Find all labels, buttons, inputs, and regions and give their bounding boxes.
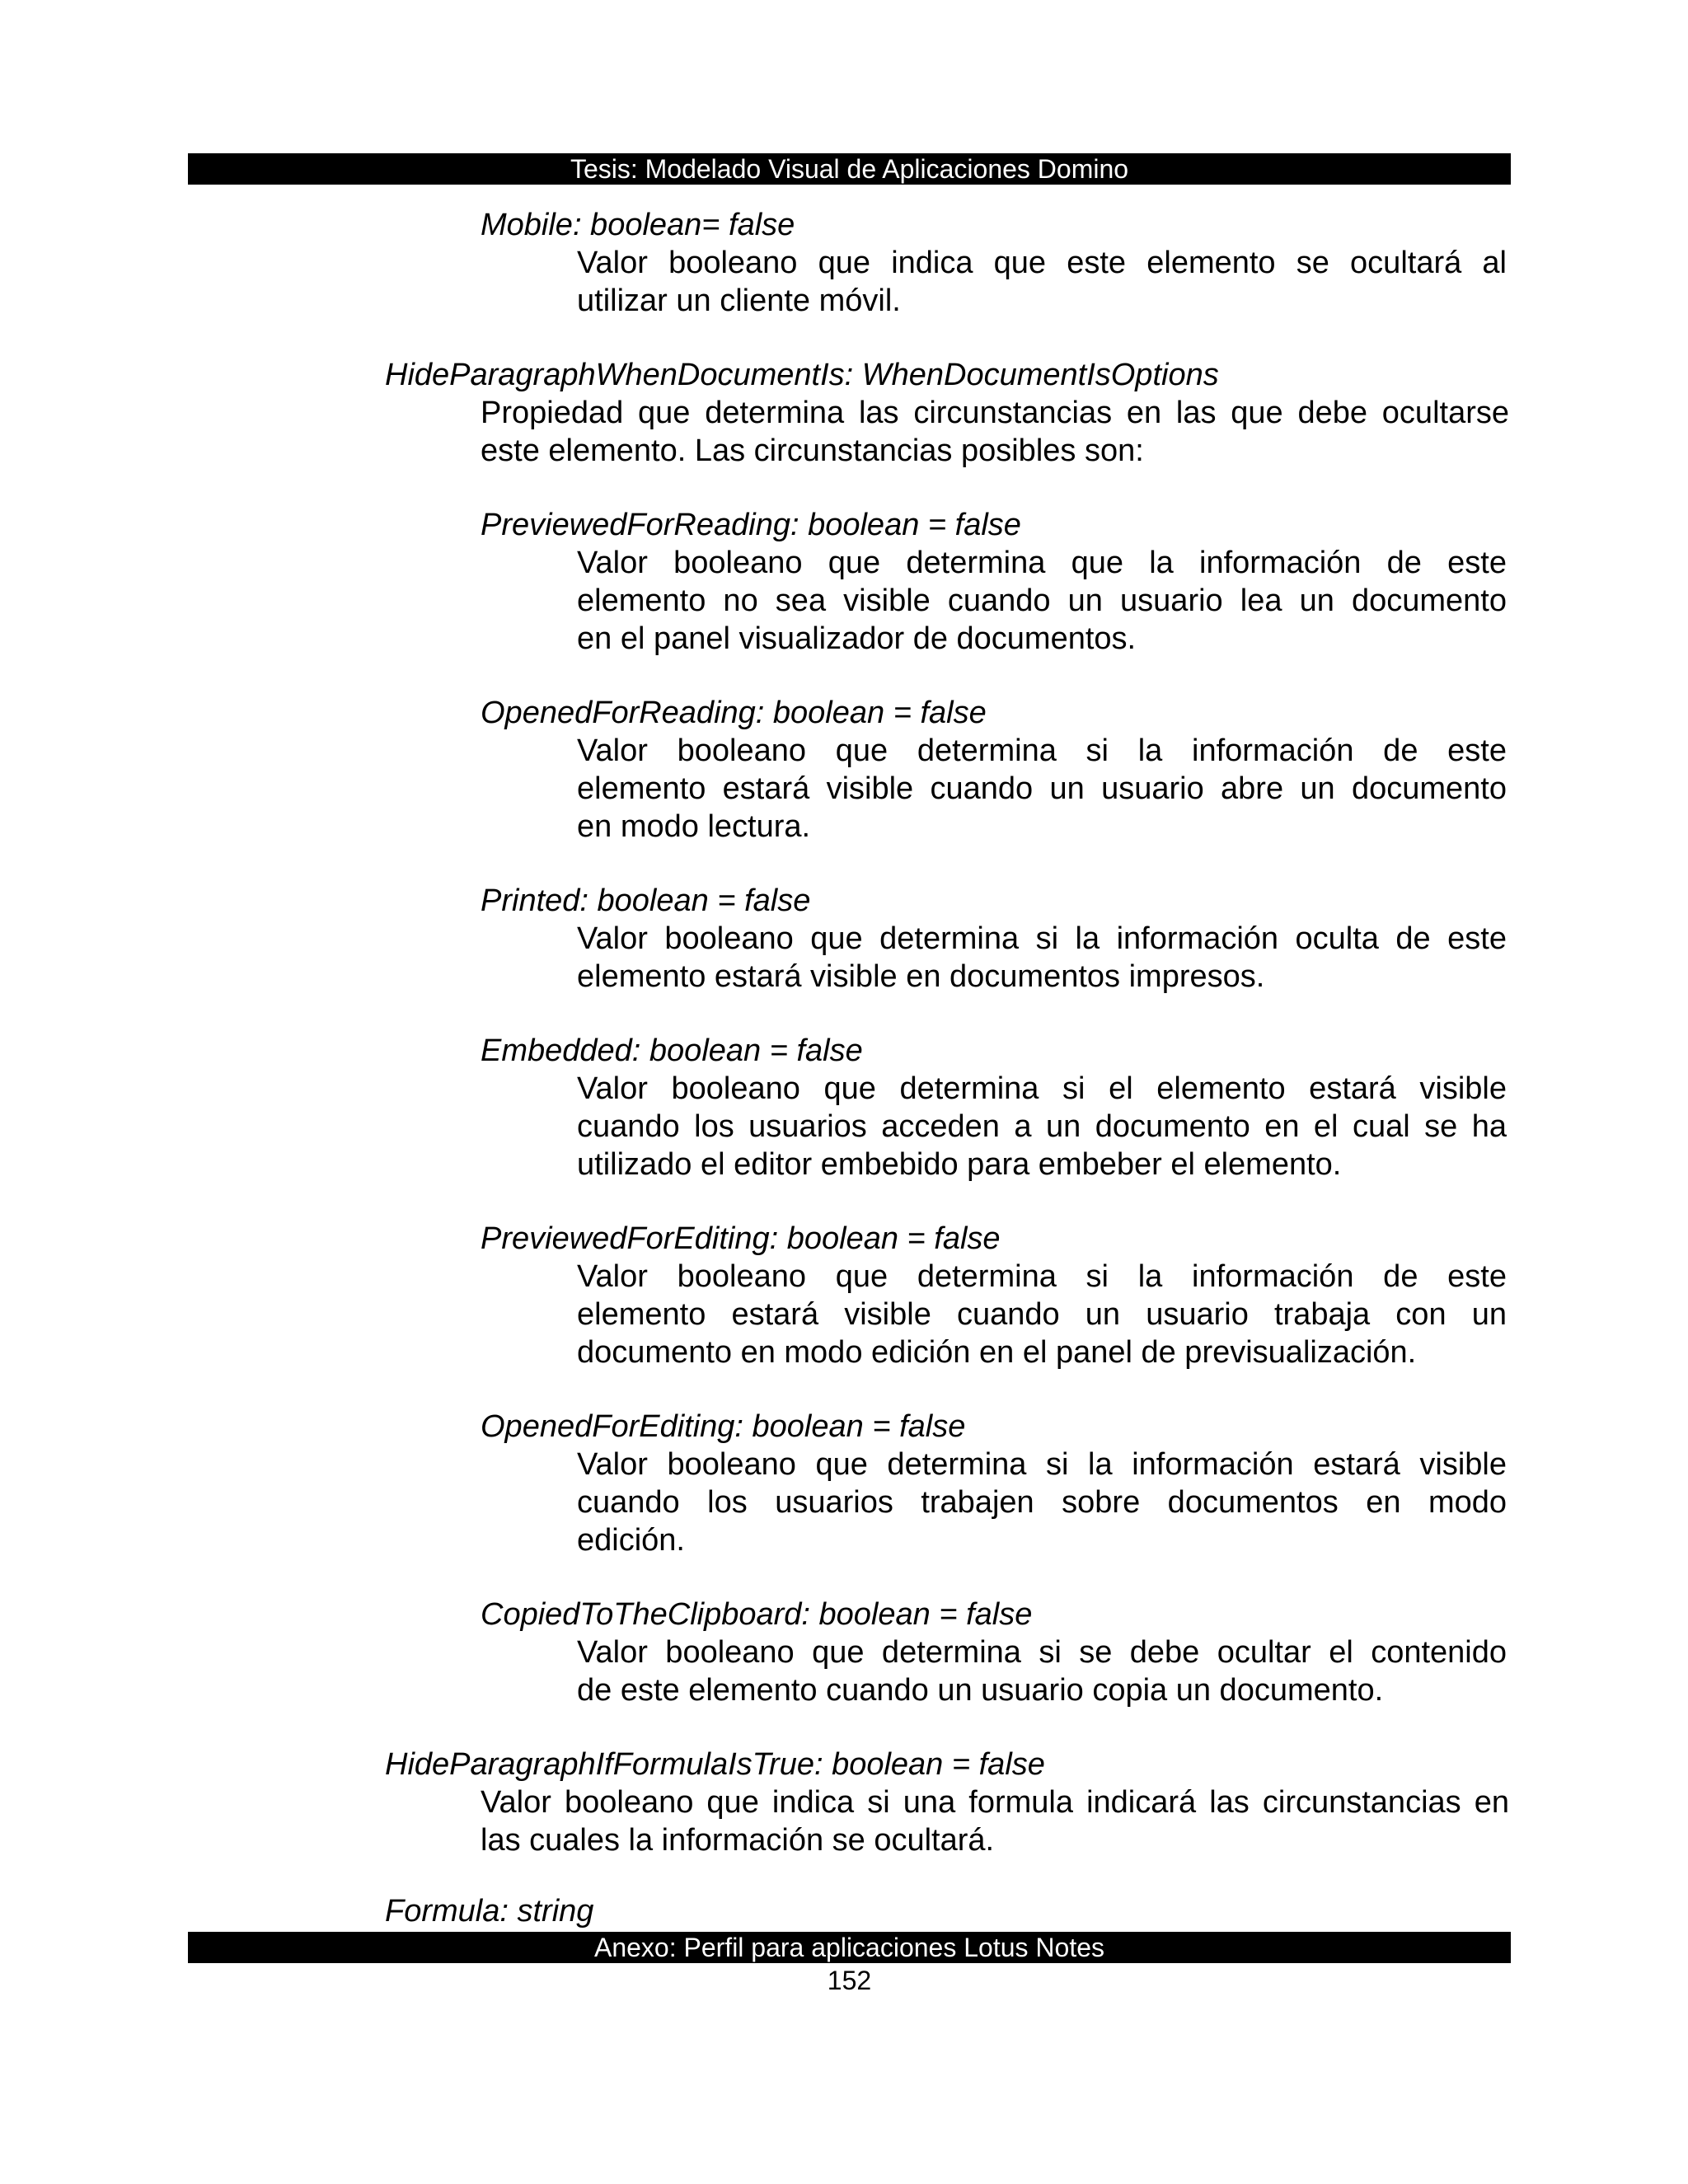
property-description-line: Valor booleano que determina si la información de este — [577, 1259, 1507, 1294]
property-signature-previewed-editing: PreviewedForEditing: boolean = false — [481, 1221, 1001, 1256]
property-description-line: Valor booleano que determina si se debe ocultar el contenido — [577, 1635, 1507, 1670]
property-description-line: Valor booleano que determina si la información estará visible — [577, 1447, 1507, 1482]
property-description-line: elemento no sea visible cuando un usuario lea un documento — [577, 583, 1507, 618]
property-description-line: Valor booleano que determina si el elemento estará visible — [577, 1071, 1507, 1106]
property-description-line: documento en modo edición en el panel de previsualización. — [577, 1335, 1417, 1370]
property-description-line: Valor booleano que determina si la información oculta de este — [577, 921, 1507, 956]
running-footer: Anexo: Perfil para aplicaciones Lotus Notes — [188, 1932, 1511, 1963]
running-header: Tesis: Modelado Visual de Aplicaciones Domino — [188, 153, 1511, 185]
property-description-line: elemento estará visible cuando un usuario trabaja con un — [577, 1297, 1507, 1332]
property-description-line: Valor booleano que indica que este elemento se ocultará al — [577, 246, 1507, 280]
property-description-line: Valor booleano que indica si una formula indicará las circunstancias en — [481, 1785, 1509, 1820]
property-description-line: en modo lectura. — [577, 809, 811, 844]
property-signature-hide-when: HideParagraphWhenDocumentIs: WhenDocumentIsOptions — [385, 358, 1219, 392]
property-description-line: cuando los usuarios acceden a un documento en el cual se ha — [577, 1109, 1507, 1144]
property-description-line: cuando los usuarios trabajen sobre documentos en modo — [577, 1485, 1507, 1520]
property-description-line: elemento estará visible en documentos impresos. — [577, 959, 1265, 994]
page-number: 152 — [827, 1966, 872, 1995]
property-description-line: utilizar un cliente móvil. — [577, 284, 901, 318]
property-signature-printed: Printed: boolean = false — [481, 883, 811, 918]
property-description-line: Propiedad que determina las circunstancias en las que debe ocultarse — [481, 396, 1509, 430]
property-description-line: Valor booleano que determina que la información de este — [577, 546, 1507, 580]
property-signature-mobile: Mobile: boolean= false — [481, 208, 795, 242]
property-signature-opened-editing: OpenedForEditing: boolean = false — [481, 1409, 966, 1444]
property-description-line: en el panel visualizador de documentos. — [577, 621, 1137, 656]
property-signature-previewed-reading: PreviewedForReading: boolean = false — [481, 508, 1021, 542]
property-signature-formula: Formula: string — [385, 1894, 594, 1929]
property-description-line: de este elemento cuando un usuario copia un documento. — [577, 1673, 1384, 1708]
property-signature-hide-formula: HideParagraphIfFormulaIsTrue: boolean = false — [385, 1747, 1045, 1782]
property-signature-embedded: Embedded: boolean = false — [481, 1033, 863, 1068]
property-signature-opened-reading: OpenedForReading: boolean = false — [481, 696, 987, 730]
property-description-line: las cuales la información se ocultará. — [481, 1823, 995, 1858]
property-description-line: elemento estará visible cuando un usuario abre un documento — [577, 771, 1507, 806]
property-signature-copied: CopiedToTheClipboard: boolean = false — [481, 1597, 1033, 1632]
property-description-line: Valor booleano que determina si la información de este — [577, 733, 1507, 768]
property-description-line: edición. — [577, 1523, 685, 1558]
property-description-line: utilizado el editor embebido para embeber el elemento. — [577, 1147, 1342, 1182]
property-description-line: este elemento. Las circunstancias posibles son: — [481, 434, 1144, 468]
